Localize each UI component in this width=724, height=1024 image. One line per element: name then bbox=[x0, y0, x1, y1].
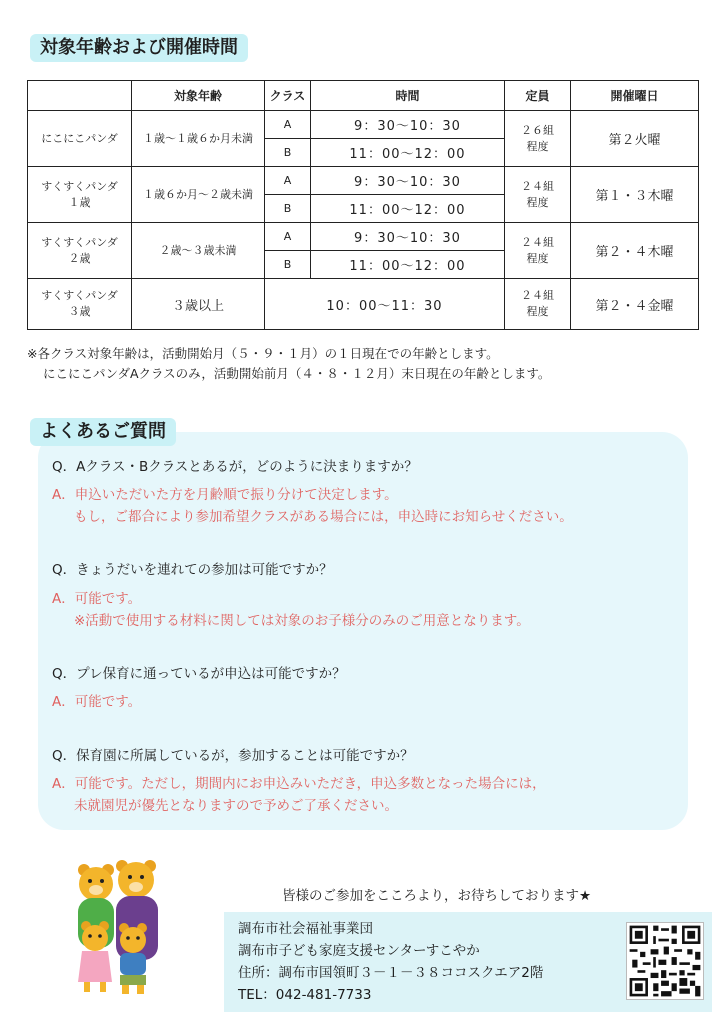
answer-line: A．可能です。ただし，期間内にお申込みいただき，申込多数となった場合には， bbox=[52, 776, 546, 792]
program-name: すくすくパンダ １歳 bbox=[28, 167, 132, 223]
table-row bbox=[28, 167, 699, 195]
time-slot: 9：30～10：30 bbox=[311, 223, 505, 251]
class-label: A bbox=[265, 223, 311, 251]
table-header bbox=[28, 81, 132, 111]
time-slot: 10：00～11：30 bbox=[265, 279, 505, 330]
weekday: 第２・４金曜 bbox=[571, 279, 699, 330]
section-title-faq: よくあるご質問 bbox=[30, 418, 176, 446]
note-line: にこにこパンダAクラスのみ，活動開始前月（４・８・１２月）末日現在の年齢とします。 bbox=[43, 366, 551, 381]
weekday: 第１・３木曜 bbox=[571, 167, 699, 223]
faq-question: Q．きょうだいを連れての参加は可能ですか？ bbox=[52, 562, 333, 578]
capacity: ２４組 程度 bbox=[505, 167, 571, 223]
table-row bbox=[28, 223, 699, 251]
capacity: ２４組 程度 bbox=[505, 279, 571, 330]
class-label: B bbox=[265, 251, 311, 279]
program-name: にこにこパンダ bbox=[28, 111, 132, 167]
capacity: ２４組 程度 bbox=[505, 223, 571, 279]
table-header: 時間 bbox=[311, 81, 505, 111]
answer-line: ※活動で使用する材料に関しては対象のお子様分のみのご用意となります。 bbox=[74, 613, 530, 629]
bear-family-illustration bbox=[70, 858, 166, 998]
table-notes bbox=[27, 344, 550, 384]
class-label: B bbox=[265, 139, 311, 167]
program-name: すくすくパンダ ２歳 bbox=[28, 223, 132, 279]
time-slot: 11：00～12：00 bbox=[311, 139, 505, 167]
capacity: ２６組 程度 bbox=[505, 111, 571, 167]
table-header: 開催曜日 bbox=[571, 81, 699, 111]
table-header: 対象年齢 bbox=[132, 81, 265, 111]
table-row bbox=[28, 279, 699, 330]
answer-line: A．申込いただいた方を月齢順で振り分けて決定します。 bbox=[52, 487, 398, 503]
answer-line: A．可能です。 bbox=[52, 694, 142, 710]
closing-message: 皆様のご参加をこころより，お待ちしております★ bbox=[282, 888, 592, 904]
faq-answer bbox=[52, 484, 573, 528]
contact-tel: TEL：042-481-7733 bbox=[238, 987, 372, 1003]
table-header-row bbox=[28, 81, 699, 111]
answer-line: A．可能です。 bbox=[52, 591, 142, 607]
answer-line: もし，ご都合により参加希望クラスがある場合には，申込時にお知らせください。 bbox=[74, 509, 573, 525]
contact-org: 調布市社会福祉事業団 bbox=[238, 921, 373, 937]
target-age: １歳６か月～２歳未満 bbox=[132, 167, 265, 223]
time-slot: 9：30～10：30 bbox=[311, 167, 505, 195]
note-line: ※各クラス対象年齢は，活動開始月（５・９・１月）の１日現在での年齢とします。 bbox=[27, 346, 499, 361]
faq-question: Q．保育園に所属しているが，参加することは可能ですか？ bbox=[52, 748, 414, 764]
qr-code-icon[interactable] bbox=[626, 922, 704, 1000]
faq-answer bbox=[52, 588, 530, 632]
contact-address: 住所：調布市国領町３－１－３８ココスクエア2階 bbox=[238, 965, 544, 981]
class-label: A bbox=[265, 111, 311, 139]
time-slot: 11：00～12：00 bbox=[311, 251, 505, 279]
weekday: 第２火曜 bbox=[571, 111, 699, 167]
program-name: すくすくパンダ ３歳 bbox=[28, 279, 132, 330]
table-header: 定員 bbox=[505, 81, 571, 111]
time-slot: 9：30～10：30 bbox=[311, 111, 505, 139]
table-header: クラス bbox=[265, 81, 311, 111]
schedule-table bbox=[27, 80, 699, 330]
target-age: １歳～１歳６か月未満 bbox=[132, 111, 265, 167]
target-age: ２歳～３歳未満 bbox=[132, 223, 265, 279]
bear-icon bbox=[119, 923, 147, 994]
answer-line: 未就園児が優先となりますので予めご了承ください。 bbox=[74, 798, 398, 814]
faq-answer bbox=[52, 691, 141, 713]
time-slot: 11：00～12：00 bbox=[311, 195, 505, 223]
faq-answer bbox=[52, 773, 546, 817]
class-label: B bbox=[265, 195, 311, 223]
contact-box bbox=[224, 912, 712, 1012]
target-age: ３歳以上 bbox=[132, 279, 265, 330]
table-row bbox=[28, 111, 699, 139]
section-title-schedule: 対象年齢および開催時間 bbox=[30, 34, 248, 62]
contact-center: 調布市子ども家庭支援センターすこやか bbox=[238, 943, 480, 959]
class-label: A bbox=[265, 167, 311, 195]
faq-question: Q．プレ保育に通っているが申込は可能ですか？ bbox=[52, 666, 346, 682]
weekday: 第２・４木曜 bbox=[571, 223, 699, 279]
faq-question: Q．Aクラス・Bクラスとあるが，どのように決まりますか？ bbox=[52, 459, 418, 475]
